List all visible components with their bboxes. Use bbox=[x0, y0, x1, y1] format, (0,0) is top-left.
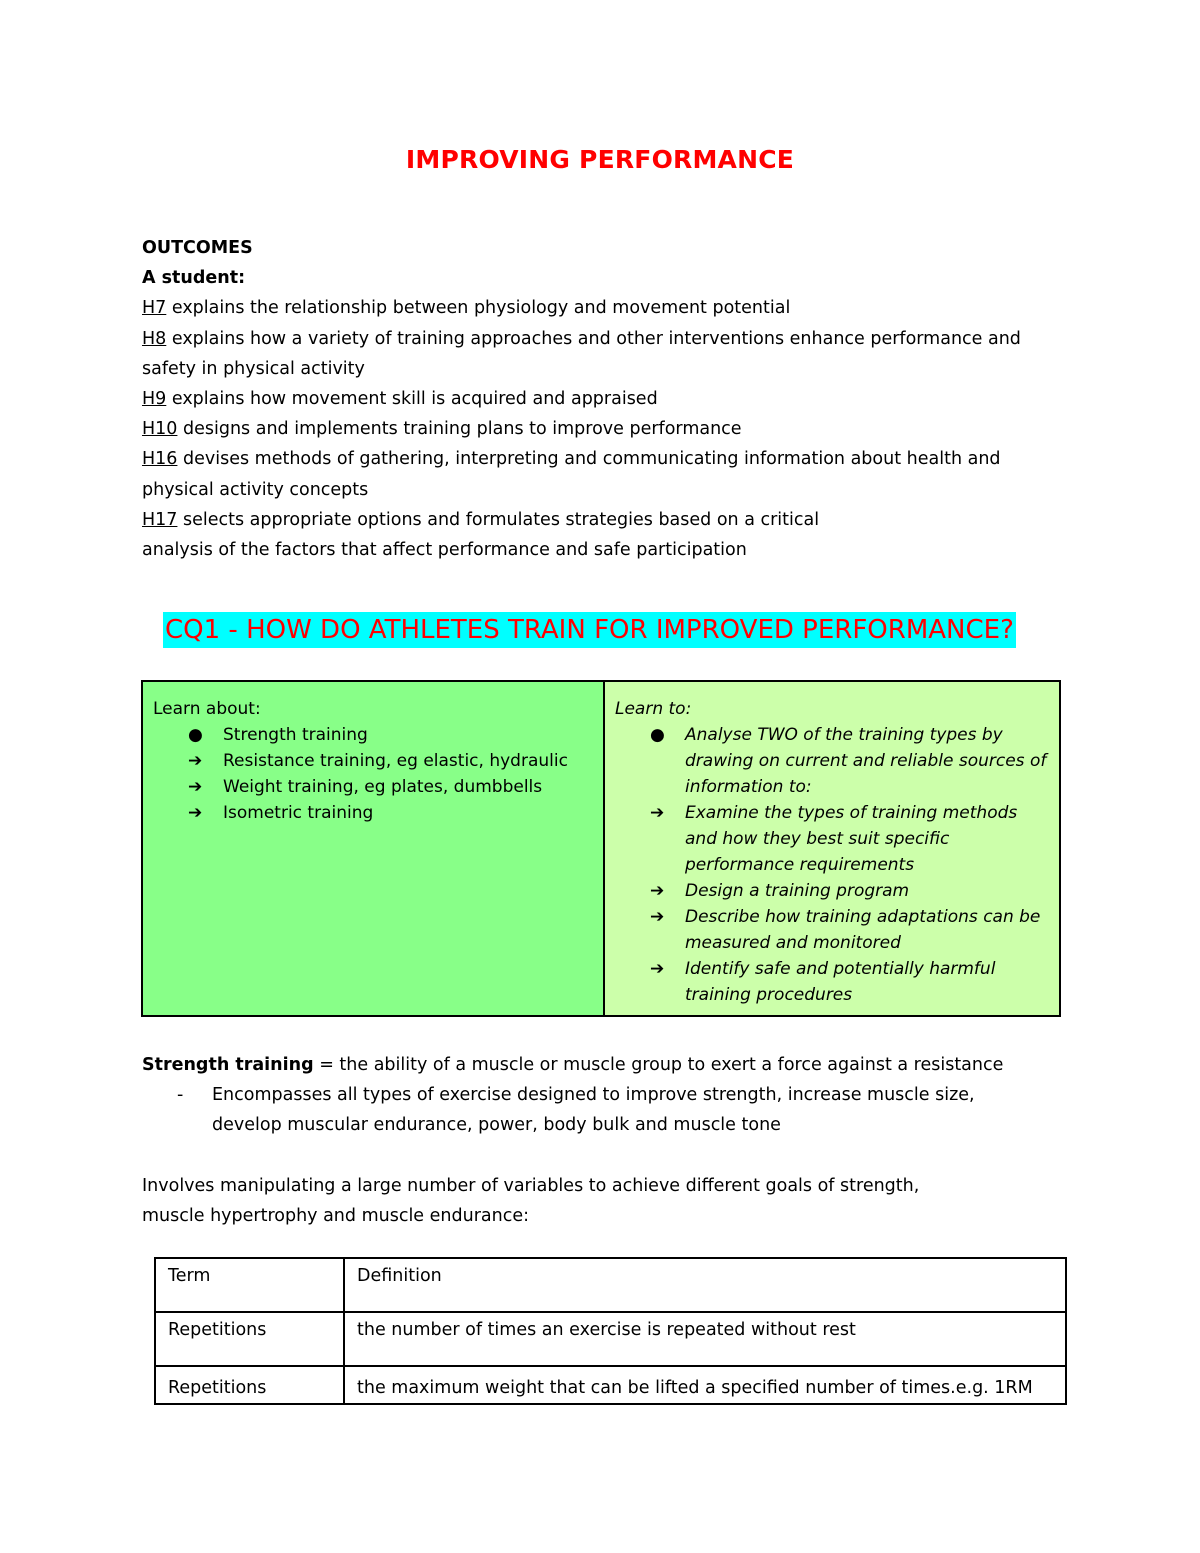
strength-definition bbox=[142, 1050, 1077, 1080]
list-item-text: Strength training bbox=[223, 725, 368, 745]
outcome-text: selects appropriate options and formulates strategies based on a critical bbox=[177, 509, 820, 530]
outcome-item bbox=[142, 384, 1077, 414]
outcome-code: H7 bbox=[142, 298, 167, 319]
learn-to-cell bbox=[604, 681, 1060, 1016]
outcome-item bbox=[142, 444, 1002, 504]
outcome-item bbox=[142, 293, 1077, 323]
learn-about-list bbox=[153, 722, 593, 826]
table-row bbox=[155, 1366, 1066, 1404]
strength-paragraph: Involves manipulating a large number of variables to achieve different goals of strength, muscle hypertrophy and muscle endurance: bbox=[142, 1175, 920, 1226]
list-item bbox=[188, 774, 593, 800]
list-item bbox=[188, 722, 593, 748]
outcome-text: devises methods of gathering, interpreting and communicating information about health and physical activity concepts bbox=[142, 449, 1001, 500]
learn-about-cell bbox=[142, 681, 604, 1016]
outcome-text: explains how movement skill is acquired and appraised bbox=[166, 389, 658, 410]
cell-term: Repetitions bbox=[155, 1366, 344, 1404]
outcomes-section bbox=[142, 233, 1077, 565]
header-cell-term: Term bbox=[155, 1258, 344, 1312]
outcome-continuation: analysis of the factors that affect performance and safe participation bbox=[142, 540, 747, 561]
learn-table bbox=[141, 680, 1061, 1017]
cell-definition: the number of times an exercise is repeated without rest bbox=[344, 1312, 1066, 1366]
outcome-text: explains how a variety of training approaches and other interventions enhance performance and safety in physical activity bbox=[142, 328, 1021, 379]
outcome-code: H9 bbox=[142, 389, 167, 410]
outcomes-heading: OUTCOMES bbox=[142, 238, 253, 258]
learn-to-list bbox=[615, 722, 1049, 1008]
dash-list-text: Encompasses all types of exercise designed to improve strength, increase muscle size, develop muscular endurance, power, body bulk and muscle tone bbox=[212, 1085, 975, 1136]
list-item-text: Isometric training bbox=[223, 803, 374, 823]
dash-icon: - bbox=[177, 1085, 184, 1106]
table-row bbox=[155, 1312, 1066, 1366]
arrow-right-icon: ➔ bbox=[650, 881, 665, 901]
outcome-code: H10 bbox=[142, 419, 178, 440]
list-item-text: Examine the types of training methods and how they best suit specific performance requirements bbox=[685, 803, 1018, 875]
list-item bbox=[650, 800, 1049, 878]
list-item-text: Resistance training, eg elastic, hydraulic bbox=[223, 751, 568, 771]
arrow-right-icon: ➔ bbox=[188, 751, 203, 771]
strength-section bbox=[142, 1050, 1077, 1231]
outcomes-intro: A student: bbox=[142, 268, 246, 289]
outcome-text: designs and implements training plans to improve performance bbox=[177, 419, 742, 440]
header-cell-definition: Definition bbox=[344, 1258, 1066, 1312]
outcome-item bbox=[142, 414, 1077, 444]
arrow-right-icon: ➔ bbox=[650, 959, 665, 979]
list-item bbox=[650, 878, 1049, 904]
list-item bbox=[188, 800, 593, 826]
strength-definition-text: = the ability of a muscle or muscle group to exert a force against a resistance bbox=[313, 1055, 1004, 1075]
list-item-text: Design a training program bbox=[685, 881, 910, 901]
definitions-table bbox=[154, 1257, 1067, 1405]
arrow-right-icon: ➔ bbox=[650, 803, 665, 823]
cell-definition: the maximum weight that can be lifted a specified number of times.e.g. 1RM bbox=[344, 1366, 1066, 1404]
learn-to-heading: Learn to: bbox=[615, 699, 692, 719]
outcome-item bbox=[142, 505, 1077, 535]
arrow-right-icon: ➔ bbox=[188, 777, 203, 797]
content-question-heading: CQ1 - HOW DO ATHLETES TRAIN FOR IMPROVED PERFORMANCE? bbox=[163, 612, 1016, 648]
list-item-text: Identify safe and potentially harmful training procedures bbox=[685, 959, 996, 1005]
learn-about-heading: Learn about: bbox=[153, 699, 261, 719]
bullet-icon: ● bbox=[188, 725, 203, 745]
strength-term: Strength training bbox=[142, 1055, 314, 1075]
bullet-icon: ● bbox=[650, 725, 665, 745]
list-item bbox=[650, 956, 1049, 1008]
list-item-text: Analyse TWO of the training types by drawing on current and reliable sources of information to: bbox=[685, 725, 1047, 797]
outcome-code: H17 bbox=[142, 509, 178, 530]
list-item bbox=[650, 904, 1049, 956]
outcome-text: explains the relationship between physiology and movement potential bbox=[166, 298, 791, 319]
arrow-right-icon: ➔ bbox=[650, 907, 665, 927]
list-item bbox=[188, 748, 593, 774]
cell-term: Repetitions bbox=[155, 1312, 344, 1366]
outcome-item bbox=[142, 324, 1077, 384]
list-item-text: Weight training, eg plates, dumbbells bbox=[223, 777, 543, 797]
dash-list-item bbox=[142, 1080, 1042, 1140]
list-item bbox=[650, 722, 1049, 800]
outcome-code: H16 bbox=[142, 449, 178, 470]
list-item-text: Describe how training adaptations can be measured and monitored bbox=[685, 907, 1041, 953]
arrow-right-icon: ➔ bbox=[188, 803, 203, 823]
outcome-code: H8 bbox=[142, 328, 167, 349]
table-header-row bbox=[155, 1258, 1066, 1312]
page-title: IMPROVING PERFORMANCE bbox=[405, 145, 795, 174]
